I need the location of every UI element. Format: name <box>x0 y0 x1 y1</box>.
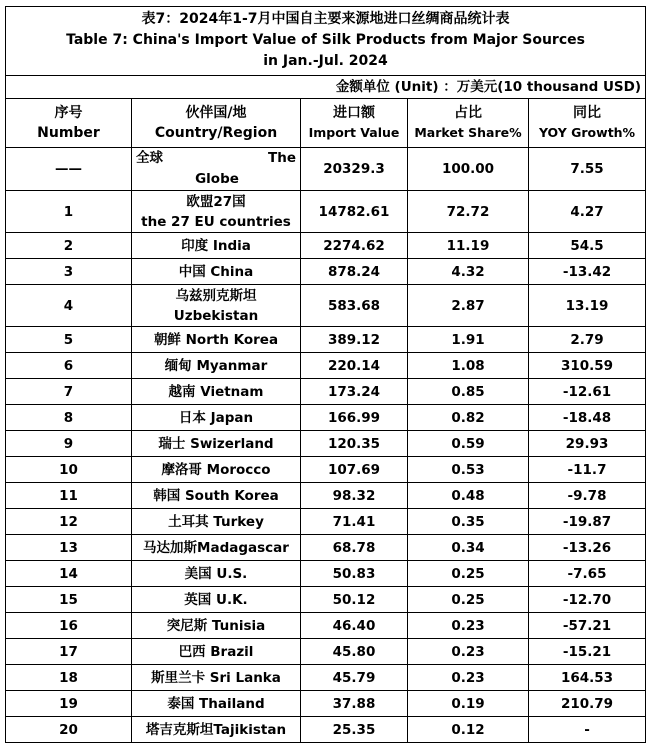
table-row <box>6 483 646 509</box>
table-row <box>6 457 646 483</box>
row-import-value: 220.14 <box>301 353 408 379</box>
header-country-cn: 伙伴国/地 <box>185 105 247 121</box>
row-number: 11 <box>6 483 132 509</box>
row-yoy-growth: -57.21 <box>529 613 646 639</box>
row-market-share: 0.82 <box>408 405 529 431</box>
row-market-share: 0.19 <box>408 691 529 717</box>
row-number: 8 <box>6 405 132 431</box>
row-import-value: 878.24 <box>301 259 408 285</box>
uzbekistan-name-1: 乌兹别克斯坦 <box>175 287 257 304</box>
row-market-share: 4.32 <box>408 259 529 285</box>
row-market-share: 0.23 <box>408 665 529 691</box>
row-country: 塔吉克斯坦Tajikistan <box>132 717 301 743</box>
row-market-share: 1.08 <box>408 353 529 379</box>
row-import-value: 98.32 <box>301 483 408 509</box>
row-yoy-growth: -12.70 <box>529 587 646 613</box>
row-import-value: 14782.61 <box>301 191 408 233</box>
row-number: 20 <box>6 717 132 743</box>
row-market-share: 100.00 <box>408 148 529 191</box>
header-growth-cn: 同比 <box>573 105 602 121</box>
row-yoy-growth: -12.61 <box>529 379 646 405</box>
row-yoy-growth: -13.26 <box>529 535 646 561</box>
globe-name-en-2: Globe <box>195 171 239 187</box>
row-yoy-growth: 29.93 <box>529 431 646 457</box>
table-row <box>6 405 646 431</box>
globe-name-en-1: The <box>268 150 296 166</box>
table-container <box>5 6 645 743</box>
table-row <box>6 535 646 561</box>
row-country: 美国 U.S. <box>132 561 301 587</box>
row-country <box>132 148 301 191</box>
header-import-value <box>301 99 408 148</box>
globe-name-cn: 全球 <box>136 150 163 166</box>
row-number: 1 <box>6 191 132 233</box>
row-import-value: 120.35 <box>301 431 408 457</box>
row-country: 印度 India <box>132 233 301 259</box>
row-yoy-growth: -11.7 <box>529 457 646 483</box>
row-import-value: 50.83 <box>301 561 408 587</box>
row-country: 马达加斯Madagascar <box>132 535 301 561</box>
row-country: 越南 Vietnam <box>132 379 301 405</box>
row-market-share: 2.87 <box>408 285 529 327</box>
row-import-value: 2274.62 <box>301 233 408 259</box>
row-import-value: 37.88 <box>301 691 408 717</box>
table-row <box>6 613 646 639</box>
row-yoy-growth: -7.65 <box>529 561 646 587</box>
header-share-cn: 占比 <box>454 105 482 121</box>
row-number: 13 <box>6 535 132 561</box>
row-yoy-growth: 310.59 <box>529 353 646 379</box>
row-country <box>132 285 301 327</box>
header-number-cn: 序号 <box>54 105 83 121</box>
row-import-value: 107.69 <box>301 457 408 483</box>
table-row-globe <box>6 148 646 191</box>
row-import-value: 45.79 <box>301 665 408 691</box>
unit-row <box>6 76 646 99</box>
row-country: 摩洛哥 Morocco <box>132 457 301 483</box>
row-market-share: 0.25 <box>408 587 529 613</box>
table-row <box>6 691 646 717</box>
row-market-share: 11.19 <box>408 233 529 259</box>
table-title <box>6 7 646 76</box>
row-number: 9 <box>6 431 132 457</box>
row-yoy-growth: -13.42 <box>529 259 646 285</box>
title-en-line2: in Jan.-Jul. 2024 <box>263 53 388 69</box>
table-row <box>6 639 646 665</box>
title-cn: 表7：2024年1-7月中国自主要来源地进口丝绸商品统计表 <box>141 11 510 27</box>
row-number: 2 <box>6 233 132 259</box>
header-country-en: Country/Region <box>154 125 278 141</box>
table-row <box>6 353 646 379</box>
row-import-value: 20329.3 <box>301 148 408 191</box>
row-yoy-growth: 210.79 <box>529 691 646 717</box>
row-import-value: 166.99 <box>301 405 408 431</box>
table-row <box>6 379 646 405</box>
eu-name-2: the 27 EU countries <box>141 213 291 230</box>
row-yoy-growth: -15.21 <box>529 639 646 665</box>
row-market-share: 0.23 <box>408 639 529 665</box>
header-number-en: Number <box>37 125 100 141</box>
header-share-en: Market Share% <box>414 125 522 140</box>
row-country: 突尼斯 Tunisia <box>132 613 301 639</box>
header-row <box>6 99 646 148</box>
row-market-share: 0.53 <box>408 457 529 483</box>
row-market-share: 0.12 <box>408 717 529 743</box>
row-import-value: 389.12 <box>301 327 408 353</box>
header-number <box>6 99 132 148</box>
eu-name-1: 欧盟27国 <box>186 193 246 210</box>
row-market-share: 1.91 <box>408 327 529 353</box>
row-number: 7 <box>6 379 132 405</box>
row-market-share: 0.59 <box>408 431 529 457</box>
row-country: 韩国 South Korea <box>132 483 301 509</box>
table-row <box>6 509 646 535</box>
table-row <box>6 717 646 743</box>
table-row-eu <box>6 191 646 233</box>
silk-import-table <box>5 6 646 743</box>
row-market-share: 0.25 <box>408 561 529 587</box>
row-yoy-growth: -18.48 <box>529 405 646 431</box>
row-yoy-growth: 54.5 <box>529 233 646 259</box>
row-country: 日本 Japan <box>132 405 301 431</box>
row-import-value: 71.41 <box>301 509 408 535</box>
table-row <box>6 259 646 285</box>
row-import-value: 50.12 <box>301 587 408 613</box>
row-number: 19 <box>6 691 132 717</box>
row-import-value: 46.40 <box>301 613 408 639</box>
row-country: 斯里兰卡 Sri Lanka <box>132 665 301 691</box>
row-market-share: 0.48 <box>408 483 529 509</box>
header-value-en: Import Value <box>308 125 400 140</box>
row-yoy-growth: 13.19 <box>529 285 646 327</box>
row-country: 土耳其 Turkey <box>132 509 301 535</box>
row-market-share: 72.72 <box>408 191 529 233</box>
table-row <box>6 665 646 691</box>
row-yoy-growth: 7.55 <box>529 148 646 191</box>
table-row <box>6 431 646 457</box>
row-yoy-growth: 4.27 <box>529 191 646 233</box>
row-number: 10 <box>6 457 132 483</box>
row-market-share: 0.85 <box>408 379 529 405</box>
row-number: 17 <box>6 639 132 665</box>
row-country <box>132 191 301 233</box>
row-yoy-growth: 2.79 <box>529 327 646 353</box>
row-import-value: 173.24 <box>301 379 408 405</box>
row-yoy-growth: -19.87 <box>529 509 646 535</box>
header-growth-en: YOY Growth% <box>538 125 636 140</box>
title-en-line1: Table 7: China's Import Value of Silk Products from Major Sources <box>66 32 585 48</box>
header-yoy-growth <box>529 99 646 148</box>
row-yoy-growth: 164.53 <box>529 665 646 691</box>
row-country: 英国 U.K. <box>132 587 301 613</box>
table-row-uzbekistan <box>6 285 646 327</box>
row-yoy-growth: - <box>529 717 646 743</box>
table-row <box>6 233 646 259</box>
row-import-value: 45.80 <box>301 639 408 665</box>
row-number: 4 <box>6 285 132 327</box>
row-country: 巴西 Brazil <box>132 639 301 665</box>
row-number: 6 <box>6 353 132 379</box>
row-country: 中国 China <box>132 259 301 285</box>
table-row <box>6 587 646 613</box>
header-value-cn: 进口额 <box>333 105 375 121</box>
row-number: 18 <box>6 665 132 691</box>
row-country: 瑞士 Swizerland <box>132 431 301 457</box>
table-row <box>6 561 646 587</box>
row-number: 5 <box>6 327 132 353</box>
row-country: 泰国 Thailand <box>132 691 301 717</box>
row-market-share: 0.23 <box>408 613 529 639</box>
table-row <box>6 327 646 353</box>
row-number: 15 <box>6 587 132 613</box>
header-country <box>132 99 301 148</box>
row-number: 14 <box>6 561 132 587</box>
row-import-value: 25.35 <box>301 717 408 743</box>
row-country: 缅甸 Myanmar <box>132 353 301 379</box>
unit-label: 金额单位 (Unit) ：万美元(10 thousand USD) <box>6 76 646 99</box>
row-import-value: 68.78 <box>301 535 408 561</box>
row-yoy-growth: -9.78 <box>529 483 646 509</box>
row-number: 12 <box>6 509 132 535</box>
row-number: —— <box>6 148 132 191</box>
row-number: 16 <box>6 613 132 639</box>
row-import-value: 583.68 <box>301 285 408 327</box>
row-market-share: 0.34 <box>408 535 529 561</box>
row-number: 3 <box>6 259 132 285</box>
row-country: 朝鲜 North Korea <box>132 327 301 353</box>
title-row <box>6 7 646 76</box>
header-market-share <box>408 99 529 148</box>
uzbekistan-name-2: Uzbekistan <box>173 307 259 324</box>
row-market-share: 0.35 <box>408 509 529 535</box>
